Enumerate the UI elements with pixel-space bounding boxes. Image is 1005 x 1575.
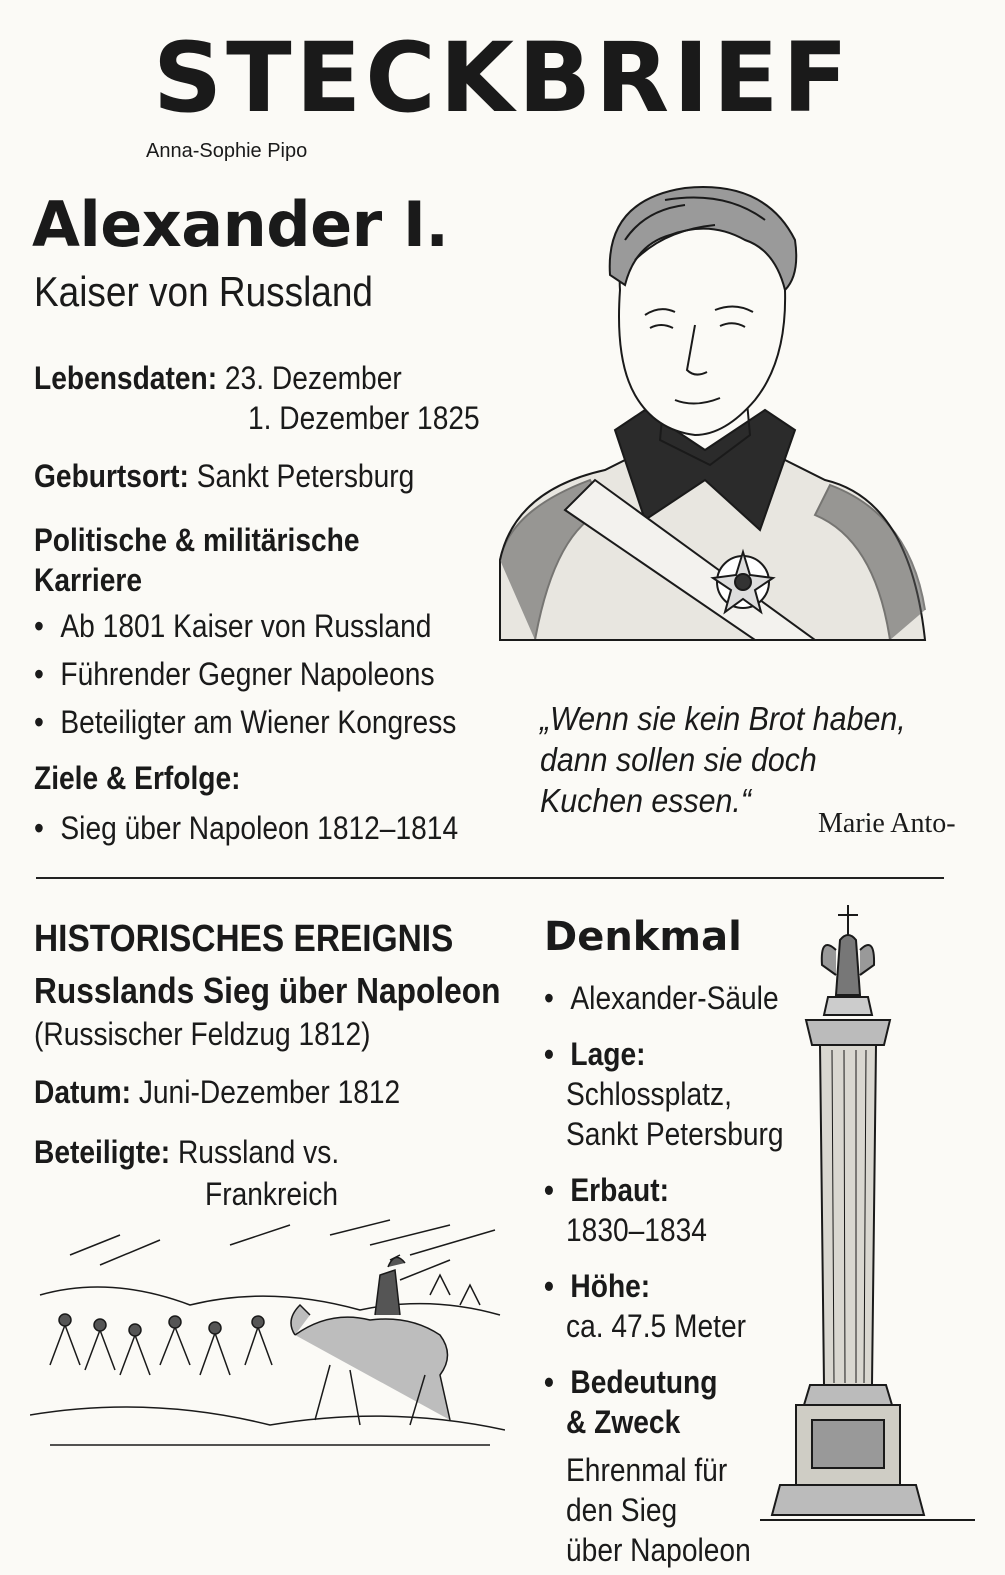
hoehe-label: • Höhe: [544, 1268, 650, 1305]
person-subtitle: Kaiser von Russland [34, 268, 373, 315]
battle-illustration [30, 1215, 505, 1450]
ziele-item: • Sieg über Napoleon 1812–1814 [34, 810, 458, 847]
lage-label: • Lage: [544, 1036, 646, 1073]
karriere-heading-2: Karriere [34, 562, 143, 598]
bedeutung-line1: Ehrenmal für [566, 1452, 728, 1488]
bedeutung-line3: über Napoleon [566, 1532, 751, 1568]
hoehe-value: ca. 47.5 Meter [566, 1308, 747, 1344]
lage-line2: Sankt Petersburg [566, 1116, 784, 1152]
karriere-heading-1: Politische & militärische [34, 522, 360, 558]
karriere-item: • Ab 1801 Kaiser von Russland [34, 608, 431, 645]
beteiligte-line1: Russland vs. [177, 1134, 340, 1170]
geburtsort-value: Sankt Petersburg [196, 458, 415, 494]
geburtsort-label: Geburtsort: [34, 458, 189, 494]
quote-line: Kuchen essen.“ [540, 782, 751, 819]
monument-heading: Denkmal [544, 914, 742, 960]
beteiligte-label: Beteiligte: [34, 1134, 171, 1170]
lebensdaten-row [34, 360, 402, 397]
quote [540, 698, 906, 821]
erbaut-value: 1830–1834 [566, 1212, 707, 1248]
lebensdaten-line1: 23. Dezember [224, 360, 402, 396]
datum-label: Datum: [34, 1074, 131, 1110]
person-name: Alexander I. [32, 188, 449, 261]
bedeutung-line2: den Sieg [566, 1492, 678, 1528]
beteiligte-line2: Frankreich [205, 1176, 339, 1212]
bedeutung-label-1: • Bedeutung [544, 1364, 717, 1401]
quote-line: „Wenn sie kein Brot haben, [540, 700, 906, 737]
event-title: Russlands Sieg über Napoleon [34, 970, 501, 1011]
lebensdaten-line2: 1. Dezember 1825 [248, 400, 480, 436]
alexander-column-illustration [760, 905, 975, 1535]
quote-line: dann sollen sie doch [540, 741, 817, 778]
lage-line1: Schlossplatz, [566, 1076, 732, 1112]
datum-row [34, 1074, 400, 1111]
lebensdaten-label: Lebensdaten: [34, 360, 218, 396]
event-heading: HISTORISCHES EREIGNIS [34, 918, 454, 960]
quote-author: Marie Anto- [818, 808, 956, 839]
page-title: STECKBRIEF [152, 22, 852, 134]
section-divider [36, 877, 944, 879]
ziele-heading: Ziele & Erfolge: [34, 760, 241, 796]
monument-name: • Alexander-Säule [544, 980, 779, 1017]
bedeutung-label-2: & Zweck [566, 1404, 681, 1440]
karriere-item: • Führender Gegner Napoleons [34, 656, 435, 693]
event-subtitle: (Russischer Feldzug 1812) [34, 1016, 371, 1052]
erbaut-label: • Erbaut: [544, 1172, 669, 1209]
datum-value: Juni-Dezember 1812 [138, 1074, 401, 1110]
beteiligte-row [34, 1134, 339, 1171]
author-name: Anna-Sophie Pipo [146, 140, 308, 162]
geburtsort-row [34, 458, 414, 495]
karriere-item: • Beteiligter am Wiener Kongress [34, 704, 456, 741]
portrait-illustration [495, 180, 935, 645]
